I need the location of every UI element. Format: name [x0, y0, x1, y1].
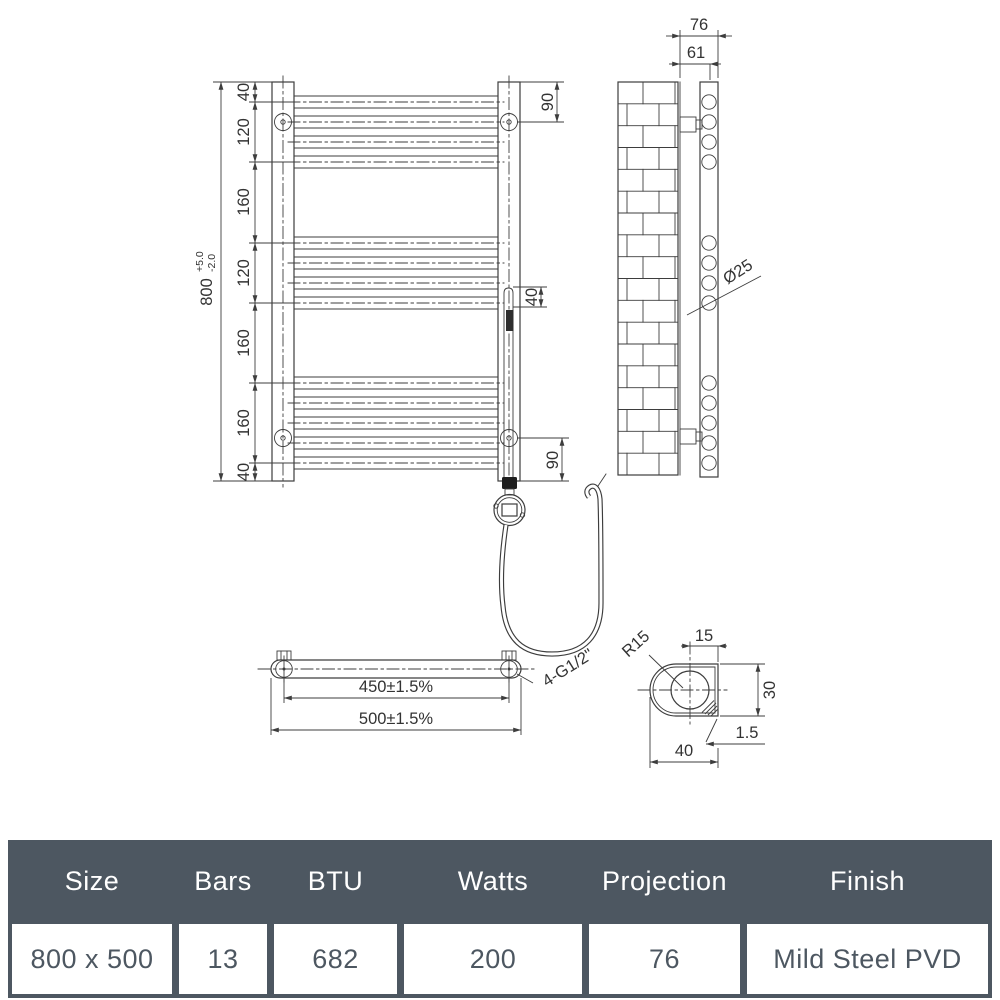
dim-segment-160-c: 160	[235, 409, 253, 437]
dim-segment-120-b: 120	[235, 259, 253, 287]
dim-segment-160-b: 160	[235, 329, 253, 357]
dim-overall-height	[194, 251, 218, 306]
value-bars: 13	[179, 924, 267, 994]
col-header-size: Size	[64, 865, 120, 896]
col-header-bars: Bars	[194, 865, 252, 896]
dim-flat-15: 15	[694, 627, 714, 645]
value-watts: 200	[404, 924, 582, 994]
dim-height-30: 30	[761, 680, 779, 700]
dim-pitch-450: 450±1.5%	[358, 678, 434, 696]
value-size: 800 x 500	[12, 924, 172, 994]
tolerance-minus: -2.0	[206, 253, 218, 272]
tolerance-plus: +5.0	[194, 251, 206, 272]
mounting-bracket-bottom	[680, 429, 702, 444]
plan-view	[258, 645, 597, 735]
dim-bracket-depth-61: 61	[686, 44, 706, 62]
dim-bar-diameter: Ø25	[720, 255, 756, 289]
col-header-btu: BTU	[307, 865, 364, 896]
value-projection: 76	[589, 924, 740, 994]
col-header-watts: Watts	[457, 865, 529, 896]
height-segment-dimlines	[249, 82, 292, 481]
dim-wall-1-5: 1.5	[735, 724, 759, 742]
electric-element	[494, 288, 606, 654]
col-header-projection: Projection	[601, 865, 728, 896]
dim-depth-76: 76	[689, 16, 709, 34]
dim-segment-160-a: 160	[235, 188, 253, 216]
element-sensor	[506, 310, 514, 331]
dim-segment-top-40: 40	[235, 82, 253, 102]
value-btu: 682	[274, 924, 397, 994]
side-bar-circles	[702, 95, 716, 470]
dim-bracket-top-90: 90	[539, 92, 557, 112]
element-collar	[502, 477, 517, 489]
brick-pattern	[618, 82, 678, 475]
dim-segment-120-a: 120	[235, 118, 253, 146]
dim-radius-r15: R15	[618, 627, 654, 661]
dim-width-500: 500±1.5%	[358, 710, 434, 728]
spec-table	[8, 840, 992, 998]
overall-height-value: 800	[198, 278, 216, 306]
dim-bracket-bottom-90: 90	[544, 450, 562, 470]
mounting-bracket-top	[680, 117, 702, 132]
section-detail	[619, 627, 779, 768]
towel-bars	[288, 96, 504, 469]
value-finish: Mild Steel PVD	[747, 924, 988, 994]
dim-width-40: 40	[674, 742, 694, 760]
junction-box	[494, 495, 525, 526]
front-view	[194, 76, 606, 654]
dim-element-40: 40	[523, 287, 541, 307]
cable-tip	[598, 474, 606, 486]
side-view	[618, 16, 761, 477]
col-header-finish: Finish	[829, 865, 906, 896]
dim-segment-bottom-40: 40	[235, 462, 253, 482]
label-connections: 4-G1/2"	[539, 645, 597, 691]
